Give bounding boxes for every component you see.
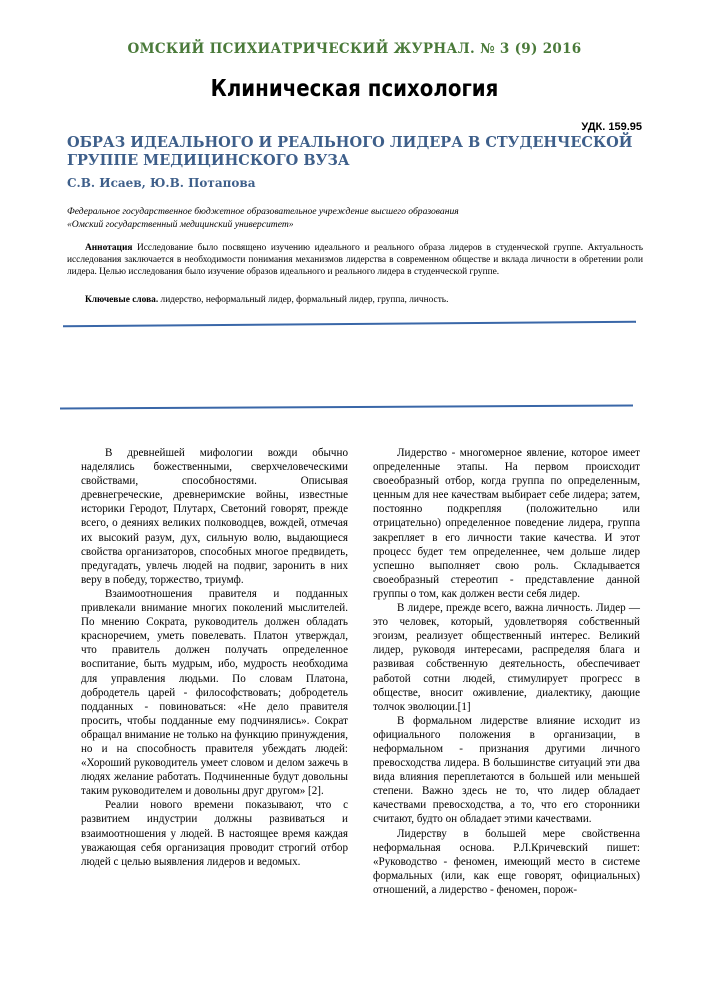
body-column-right [373, 446, 640, 897]
divider-top [63, 321, 636, 328]
divider-bottom [60, 404, 633, 409]
affiliation-line: «Омский государственный медицинский университет» [67, 218, 294, 230]
body-paragraph: В лидере, прежде всего, важна личность. Лидер — это человек, который, удовлетворяя собственный эгоизм, реализует общественный интерес. Великий лидер, руководя интересами, распределяя блага и развивая собственную деятельность, обеспечивает работой сотни людей, стимулирует прогресс в обществе, вносит оживление, диалектику, дающие толчок эволюции.[1] [373, 602, 640, 713]
abstract [67, 242, 643, 278]
body-paragraph: Лидерству в большей мере свойственна неформальная основа. Р.Л.Кричевский пишет: «Руководство - феномен, имеющий место в системе формальных (или, как еще говорят, официальных) отношений, а лидерство - феномен, порож- [373, 827, 640, 896]
affiliation [67, 206, 647, 231]
body-paragraph: Лидерство - многомерное явление, которое имеет определенные этапы. На первом происходит своеобразный отбор, когда группа по определенным, ценным для нее качествам выбирает себе лидера; затем, постоянно подкрепляя (положительно или отрицательно) определенное поведение лидера, группа закрепляет в его личности такие качества. И этот процесс будет тем определеннее, чем дольше лидер успешно выполняет свою роль. Складывается своеобразный стереотип - представление данной группы о том, как должен вести себя лидер. [373, 447, 640, 600]
body-paragraph: Реалии нового времени показывают, что с развитием индустрии должны развиваться и взаимоотношения у людей. В настоящее время каждая уважающая себя организация проводит строгий отбор людей с целью выявления лидеров и ведомых. [81, 799, 348, 868]
section-title: Клиническая психология [210, 76, 499, 102]
abstract-label: Аннотация [85, 243, 133, 253]
body-column-left [81, 446, 348, 869]
body-paragraph: В древнейшей мифологии вожди обычно наделялись божественными, сверхчеловеческими свойствами, способностями. Описывая древнегреческие, древнеримские войны, известные историки Геродот, Плутарх, Светоний говорят, прежде всего, о деяниях великих полководцев, вождей, отмечая их высокий разум, дух, сильную волю, выдающиеся свойства организаторов, способных многое предвидеть, предугадать, увлечь людей на подвиг, заронить в них веру в победу, торжество, триумф. [81, 447, 348, 586]
keywords [67, 294, 643, 306]
keywords-text: лидерство, неформальный лидер, формальный лидер, группа, личность. [158, 295, 449, 305]
authors: С.В. Исаев, Ю.В. Потапова [67, 176, 256, 190]
abstract-text: Исследование было посвящено изучению идеального и реального образа лидеров в студенческой группе. Актуальность исследования заключается в необходимости понимания механизмов лидерства в современном обществе и вклада личности в обретении роли лидера. Целью исследования было изучение образов идеального и реального лидера в студенческой группе. [67, 243, 643, 277]
journal-header: ОМСКИЙ ПСИХИАТРИЧЕСКИЙ ЖУРНАЛ. № 3 (9) 2016 [127, 41, 582, 57]
affiliation-line: Федеральное государственное бюджетное образовательное учреждение высшего образования [67, 206, 459, 217]
body-paragraph: Взаимоотношения правителя и подданных привлекали внимание многих поколений мыслителей. По мнению Сократа, руководитель должен обладать красноречием, уметь повелевать. Платон утверждал, что правитель должен получать определенное воспитание, быть мудрым, ибо, мудрость необходима для управления людьми. По словам Платона, добродетель царей - философствовать; добродетель подданных - повиноваться: «Не дело правителя просить, чтобы подданные ему подчинялись». Сократ обращал внимание не только на функцию принуждения, но и на способность правителя убеждать людей: «Хороший руководитель умеет словом и делом зажечь в людях желание работать. Подчиненные будут довольны таким руководителем и довольны друг другом» [2]. [81, 587, 348, 798]
article-title: ОБРАЗ ИДЕАЛЬНОГО И РЕАЛЬНОГО ЛИДЕРА В СТУДЕНЧЕСКОЙ ГРУППЕ МЕДИЦИНСКОГО ВУЗА [67, 134, 633, 169]
keywords-label: Ключевые слова. [85, 295, 159, 305]
udk-code: УДК. 159.95 [581, 121, 642, 133]
body-paragraph: В формальном лидерстве влияние исходит из официального положения в организации, в неформальном - признания другими личного превосходства лидера. В большинстве ситуаций эти два вида влияния переплетаются в большей или меньшей степени. Важно здесь не то, что лидер обладает качествами превосходства, а то, что его сторонники считают, будто он обладает этими качествами. [373, 714, 640, 826]
